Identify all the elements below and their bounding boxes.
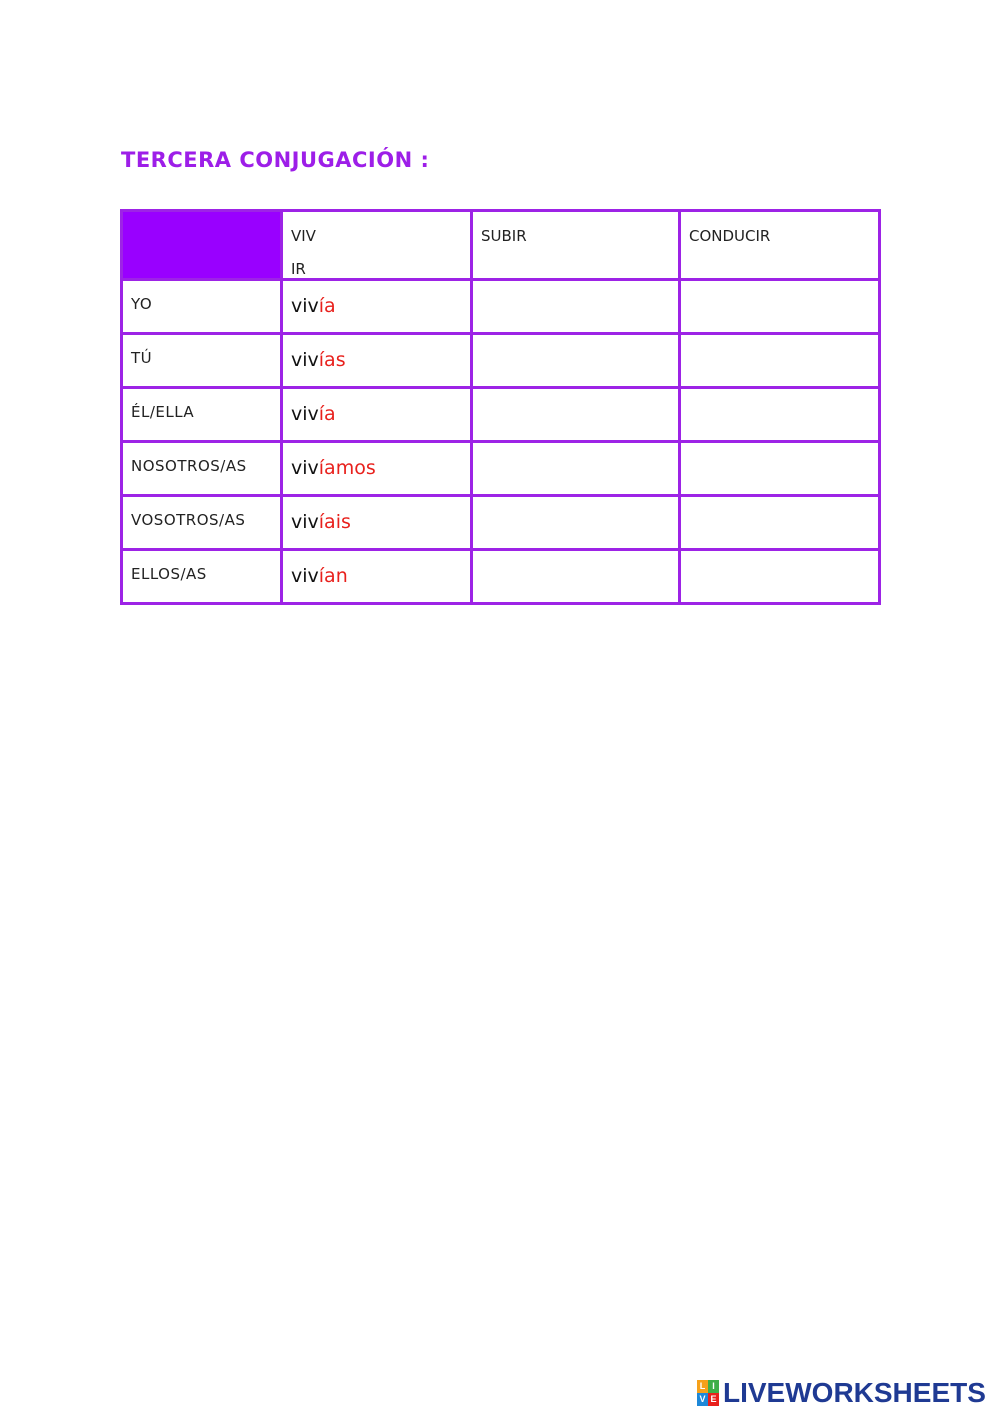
header-vivir-stem: VIV (291, 227, 316, 245)
liveworksheets-logo-icon (697, 1380, 719, 1406)
conducir-answer-cell[interactable] (680, 496, 880, 550)
subir-answer-cell[interactable] (472, 442, 680, 496)
vivir-form-cell (282, 334, 472, 388)
table-row (122, 550, 880, 604)
table-row (122, 280, 880, 334)
vivir-ending: ías (318, 349, 346, 371)
table-row (122, 496, 880, 550)
vivir-stem: viv (291, 511, 319, 533)
pronoun-label: TÚ (131, 349, 153, 367)
vivir-ending: ían (318, 565, 348, 587)
table-row (122, 388, 880, 442)
vivir-ending: íais (318, 511, 351, 533)
pronoun-cell (122, 496, 282, 550)
vivir-stem: viv (291, 403, 319, 425)
conducir-answer-cell[interactable] (680, 334, 880, 388)
header-corner-cell (122, 211, 282, 280)
logo-mark-letter: I (708, 1380, 719, 1393)
pronoun-label: ELLOS/AS (131, 565, 207, 583)
header-row (122, 211, 880, 280)
subir-answer-cell[interactable] (472, 496, 680, 550)
conducir-answer-cell[interactable] (680, 550, 880, 604)
conducir-answer-cell[interactable] (680, 442, 880, 496)
pronoun-label: ÉL/ELLA (131, 403, 195, 421)
pronoun-label: YO (131, 295, 153, 313)
page-title: TERCERA CONJUGACIÓN : (121, 148, 430, 172)
header-vivir (282, 211, 472, 280)
pronoun-cell (122, 280, 282, 334)
header-subir-label: SUBIR (481, 227, 527, 245)
vivir-form-cell (282, 388, 472, 442)
header-subir (472, 211, 680, 280)
vivir-stem: viv (291, 349, 319, 371)
vivir-form-cell (282, 496, 472, 550)
vivir-ending: ía (318, 403, 336, 425)
vivir-stem: viv (291, 295, 319, 317)
vivir-ending: íamos (318, 457, 376, 479)
conducir-answer-cell[interactable] (680, 388, 880, 442)
header-vivir-ending: IR (291, 260, 306, 278)
liveworksheets-logo (697, 1377, 986, 1409)
pronoun-cell (122, 550, 282, 604)
pronoun-label: VOSOTROS/AS (131, 511, 246, 529)
table-row (122, 442, 880, 496)
conjugation-table (120, 209, 881, 605)
pronoun-cell (122, 388, 282, 442)
pronoun-cell (122, 442, 282, 496)
table-row (122, 334, 880, 388)
subir-answer-cell[interactable] (472, 550, 680, 604)
logo-mark-letter: L (697, 1380, 708, 1393)
liveworksheets-logo-text: LIVEWORKSHEETS (723, 1377, 986, 1408)
vivir-form-cell (282, 550, 472, 604)
vivir-ending: ía (318, 295, 336, 317)
pronoun-label: NOSOTROS/AS (131, 457, 247, 475)
vivir-form-cell (282, 442, 472, 496)
pronoun-cell (122, 334, 282, 388)
subir-answer-cell[interactable] (472, 280, 680, 334)
conducir-answer-cell[interactable] (680, 280, 880, 334)
header-conducir-label: CONDUCIR (689, 227, 771, 245)
vivir-form-cell (282, 280, 472, 334)
subir-answer-cell[interactable] (472, 334, 680, 388)
header-conducir (680, 211, 880, 280)
vivir-stem: viv (291, 457, 319, 479)
vivir-stem: viv (291, 565, 319, 587)
logo-mark-letter: E (708, 1393, 719, 1406)
subir-answer-cell[interactable] (472, 388, 680, 442)
logo-mark-letter: V (697, 1393, 708, 1406)
